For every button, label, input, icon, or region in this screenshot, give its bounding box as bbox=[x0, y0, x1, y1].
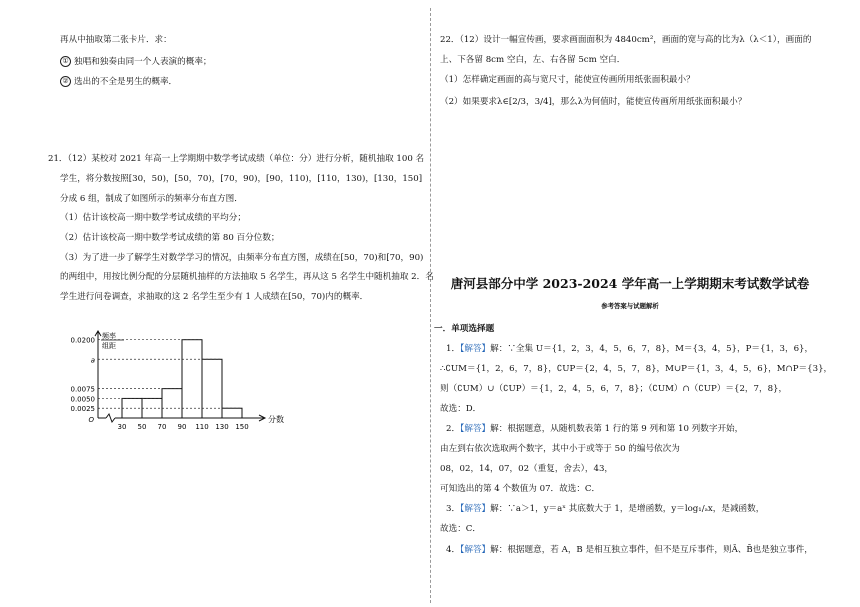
q21-line: 的两组中，用按比例分配的分层随机抽样的方法抽取 5 名学生，再从这 5 名学生中随机抽取 2．名 bbox=[60, 272, 434, 282]
y-axis-label-denominator: 组距 bbox=[102, 342, 116, 350]
q20-sub1-text: 独唱和独奏由同一个人表演的概率； bbox=[74, 57, 212, 67]
answer-key-title: 唐河县部分中学 2023-2024 学年高一上学期期末考试数学试卷 bbox=[450, 276, 810, 291]
x-tick-label: 130 bbox=[215, 423, 229, 431]
q22-line: 上、下各留 8cm 空白，左、右各留 5cm 空白． bbox=[440, 55, 626, 65]
q20-sub2-text: 选出的不全是男生的概率． bbox=[74, 77, 178, 87]
circled-two-mark: ② bbox=[60, 76, 71, 87]
axis-break-mark bbox=[106, 414, 115, 422]
answer-tag: 【解答】 bbox=[460, 504, 491, 514]
histogram-bar bbox=[182, 340, 202, 418]
q21-line: 分成 6 组，制成了如图所示的频率分布直方图． bbox=[60, 194, 243, 204]
answer-3-line: 故选：C． bbox=[440, 524, 481, 534]
x-axis-label: 分数 bbox=[268, 415, 284, 424]
y-tick-label: 0.0200 bbox=[70, 336, 95, 345]
answer-1-line: ∴∁UM＝{1，2，6，7，8}，∁UP＝{2，4，5，7，8}，M∪P＝{1，3，4，5，6}，M∩P＝{3}， bbox=[440, 364, 833, 374]
answer-tag: 【解答】 bbox=[460, 545, 491, 555]
q22-line: （1）怎样确定画面的高与宽尺寸，能使宣传画所用纸张面积最小？ bbox=[440, 75, 695, 85]
q21-line: （2）估计该校高一期中数学考试成绩的第 80 百分位数； bbox=[60, 233, 280, 243]
q21-line: 21．（12）某校对 2021 年高一上学期期中数学考试成绩（单位：分）进行分析，随机抽取 100 名 bbox=[48, 154, 425, 164]
origin-label: O bbox=[88, 416, 94, 424]
q20-sub2 bbox=[60, 76, 177, 87]
answer-2-line: 08，02，14，07，02（重复，舍去），43， bbox=[440, 464, 614, 474]
answer-4-line: 4．【解答】解：根据题意，若 A，B 是相互独立事件，但不是互斥事件，则Ā、B̄也是独立事件， bbox=[446, 545, 813, 555]
histogram-bar bbox=[162, 389, 182, 418]
y-axis-label-numerator: 频率 bbox=[102, 332, 116, 340]
frequency-histogram bbox=[56, 330, 286, 440]
y-tick-label: a bbox=[90, 356, 95, 365]
histogram-bar bbox=[202, 359, 222, 418]
section-heading: 一．单项选择题 bbox=[434, 324, 495, 334]
y-tick-label: 0.0050 bbox=[70, 395, 95, 404]
q22-line: 22．（12）设计一幅宣传画，要求画面面积为 4840cm²，画面的宽与高的比为λ（λ＜1），画面的 bbox=[440, 35, 812, 45]
circled-one-mark: ① bbox=[60, 56, 71, 67]
q21-line: （3）为了进一步了解学生对数学学习的情况，由频率分布直方图，成绩在[50，70)和[70，90) bbox=[60, 253, 424, 263]
q21-line: （1）估计该校高一期中数学考试成绩的平均分； bbox=[60, 213, 246, 223]
answer-tag: 【解答】 bbox=[460, 424, 491, 434]
column-divider bbox=[430, 8, 431, 603]
answer-1-line: 则（∁UM）∪（∁UP）＝{1，2，4，5，6，7，8}；（∁UM）∩（∁UP）＝{2，7，8}， bbox=[440, 384, 788, 394]
x-tick-label: 90 bbox=[177, 423, 187, 431]
q20-tail: 再从中抽取第二张卡片．求： bbox=[60, 35, 172, 45]
answer-3-line: 3．【解答】解：∵a＞1，y＝aˣ 其底数大于 1，是增函数，y＝log₁/ₐx，是减函数， bbox=[446, 504, 765, 514]
x-tick-label: 70 bbox=[157, 423, 167, 431]
q22-line: （2）如果要求λ∈[2/3，3/4]，那么λ为何值时，能使宣传画所用纸张面积最小？ bbox=[440, 97, 747, 107]
answer-1-line: 1．【解答】解：∵全集 U＝{1，2，3，4，5，6，7，8}，M＝{3，4，5}，P＝{1，3，6}， bbox=[446, 344, 814, 354]
answer-2-line: 2．【解答】解：根据题意，从随机数表第 1 行的第 9 列和第 10 列数字开始， bbox=[446, 424, 744, 434]
y-tick-label: 0.0025 bbox=[70, 405, 95, 414]
x-tick-label: 150 bbox=[235, 423, 249, 431]
y-tick-label: 0.0075 bbox=[70, 385, 95, 394]
answer-2-line: 可知选出的第 4 个数值为 07．故选：C． bbox=[440, 484, 601, 494]
q21-line: 学生进行问卷调查，求抽取的这 2 名学生至少有 1 人成绩在[50，70)内的概率． bbox=[60, 292, 369, 302]
q21-line: 学生，将分数按照[30，50)，[50，70)，[70，90)，[90，110)，[110，130)，[130，150] bbox=[60, 174, 423, 184]
x-tick-label: 30 bbox=[117, 423, 127, 431]
answer-tag: 【解答】 bbox=[460, 344, 491, 354]
histogram-bar bbox=[222, 408, 242, 418]
answer-key-subtitle: 参考答案与试题解析 bbox=[601, 302, 659, 310]
q20-sub1 bbox=[60, 56, 212, 67]
answer-1-line: 故选：D． bbox=[440, 404, 482, 414]
answer-2-line: 由左到右依次选取两个数字，其中小于或等于 50 的编号依次为 bbox=[440, 444, 680, 454]
x-tick-label: 50 bbox=[137, 423, 147, 431]
x-tick-label: 110 bbox=[195, 423, 209, 431]
